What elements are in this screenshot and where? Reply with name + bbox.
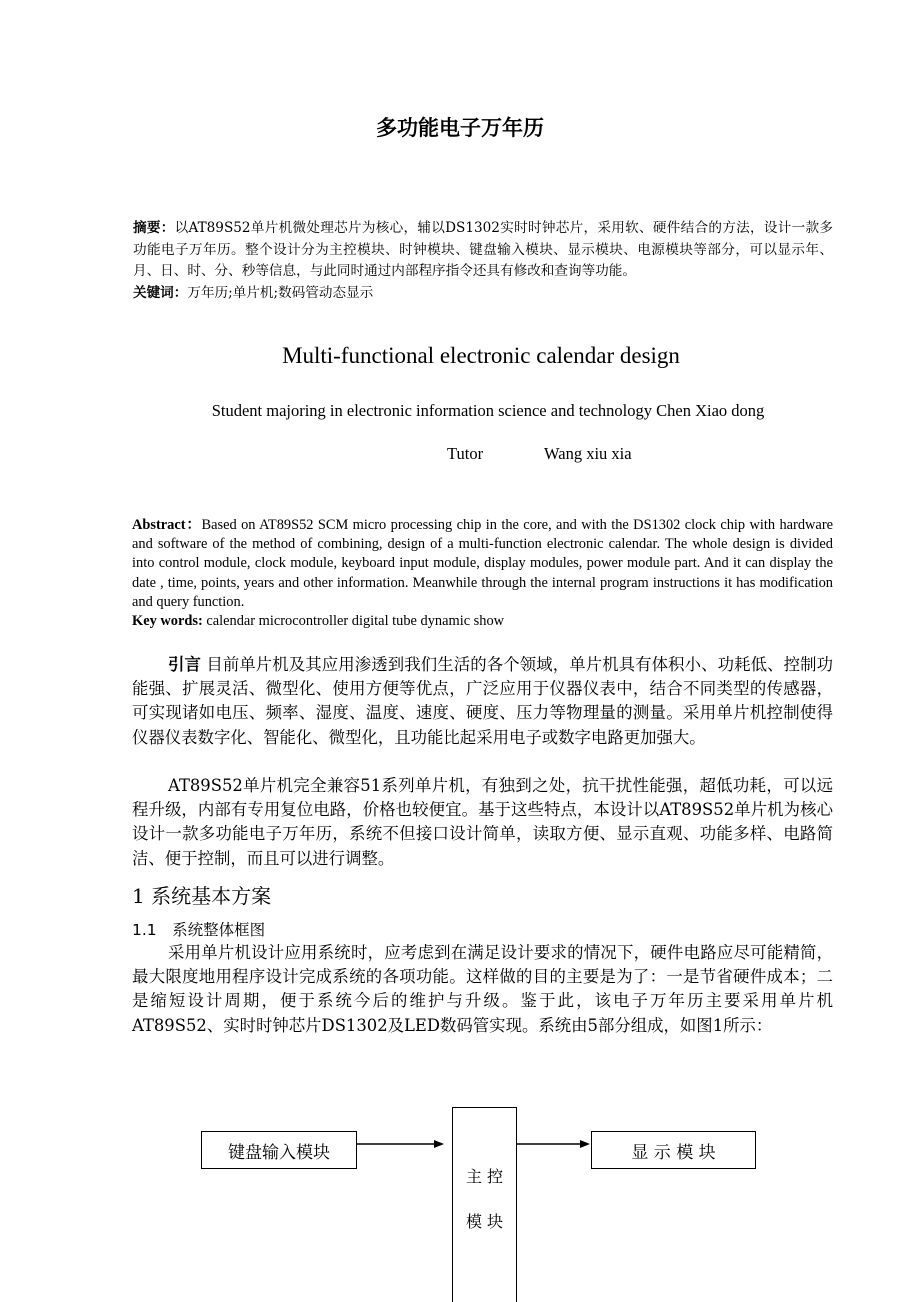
section-heading: 1 系统基本方案 [132,884,272,908]
section-paragraph: 采用单片机设计应用系统时，应考虑到在满足设计要求的情况下，硬件电路应尽可能精简，最大限度地用程序设计完成系统的各项功能。这样做的目的主要是为了：一是节省硬件成本；二是缩短设计周期，便于系统今后的维护与升级。鉴于此，该电子万年历主要采用单片机AT89S52、实时时钟芯片DS1302及LED数码管实现。系统由5部分组成，如图1所示： [132,943,833,1035]
intro-paragraph-2: AT89S52单片机完全兼容51系列单片机，有独到之处，抗干扰性能强，超低功耗，可以远程升级，内部有专用复位电路，价格也较便宜。基于这些特点，本设计以AT89S52单片机为核心设计一款多功能电子万年历，系统不但接口设计简单，读取方便、显示直观、功能多样、电路简洁、便于控制，而且可以进行调整。 [132,776,833,868]
intro-label: 引言 [168,655,201,674]
intro-text-1: 目前单片机及其应用渗透到我们生活的各个领域，单片机具有体积小、功耗低、控制功能强、扩展灵活、微型化、使用方便等优点，广泛应用于仪器仪表中，结合不同类型的传感器，可实现诸如电压、频率、湿度、温度、速度、硬度、压力等物理量的测量。采用单片机控制使得仪器仪表数字化、智能化、微型化，且功能比起采用电子或数字电路更加强大。 [132,655,834,747]
main-control-label-2: 模 块 [465,1212,504,1231]
english-abstract-label: Abstract： [132,517,202,533]
tutor-name: Wang xiu xia [544,444,632,463]
arrowhead-1 [434,1140,444,1148]
keywords-text: 万年历;单片机;数码管动态显示 [187,284,374,301]
english-author: Student majoring in electronic information science and technology Chen Xiao dong [211,401,765,420]
main-control-label-1: 主 控 [465,1167,504,1186]
paper-title: 多功能电子万年历 [376,116,544,140]
subsection-heading: 1.1 系统整体框图 [132,921,266,939]
english-keywords-label: Key words: [132,613,203,630]
keywords-label: 关键词： [133,284,188,301]
english-title: Multi-functional electronic calendar design [282,343,680,368]
english-keywords-text: calendar microcontroller digital tube dynamic show [206,613,505,630]
keyboard-input-module-label: 键盘输入模块 [228,1142,330,1163]
english-abstract-text: Based on AT89S52 SCM micro processing chip in the core, and with the DS1302 clock chip with hardware and software of the method of combining, design of a multi-function electronic calendar. The whole design is divided into control module, clock module, keyboard input module, display modules, power module part. And it can display the date , time, points, years and other information. Meanwhile through the internal program instructions it has modification and query function. [132,517,833,610]
display-module-label: 显 示 模 块 [631,1142,716,1163]
abstract-label: 摘要： [133,220,175,236]
arrowhead-2 [580,1140,590,1148]
abstract-text: 以AT89S52单片机微处理芯片为核心，辅以DS1302实时时钟芯片，采用软、硬件结合的方法，设计一款多功能电子万年历。整个设计分为主控模块、时钟模块、键盘输入模块、显示模块、电源模块等部分，可以显示年、月、日、时、分、秒等信息，与此同时通过内部程序指令还具有修改和查询等功能。 [133,220,833,279]
tutor-label: Tutor [447,444,484,463]
